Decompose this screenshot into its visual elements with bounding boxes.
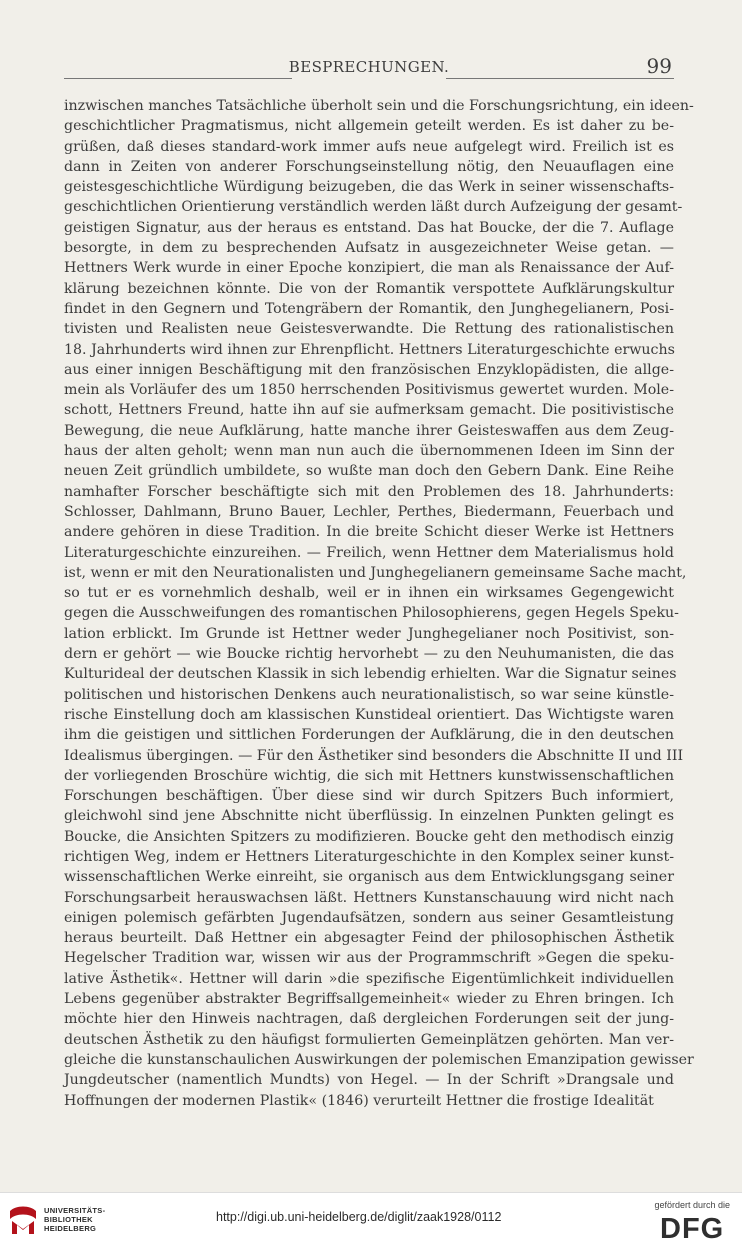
text-line: Kulturideal der deutschen Klassik in sich lebendig erhielten. War die Signatur seines <box>64 666 677 683</box>
library-name-line: UNIVERSITÄTS- <box>44 1206 106 1215</box>
page-header <box>64 54 674 80</box>
text-line: grüßen, daß dieses standard-work immer aufs neue aufgelegt wird. Freilich ist es <box>64 138 674 155</box>
footer-bar <box>0 1192 742 1247</box>
text-line: deutschen Ästhetik zu den häufigst formulierten Gemeinplätzen gehörten. Man ver- <box>64 1031 674 1048</box>
funding-caption: gefördert durch die <box>654 1200 730 1210</box>
text-line: Hegelscher Tradition war, wissen wir aus der Programmschrift »Gegen die speku- <box>64 950 674 967</box>
text-line: aus einer innigen Beschäftigung mit den französischen Enzyklopädisten, die allge- <box>64 361 674 378</box>
text-line: Bewegung, die neue Aufklärung, hatte manche ihrer Geisteswaffen aus dem Zeug- <box>64 422 674 439</box>
running-title: BESPRECHUNGEN. <box>288 58 450 76</box>
text-line: ist, wenn er mit den Neurationalisten und Junghegelianern gemeinsame Sache macht, <box>64 564 687 581</box>
source-url[interactable]: http://digi.ub.uni-heidelberg.de/diglit/zaak1928/0112 <box>216 1210 502 1224</box>
text-line: so tut er es vornehmlich deshalb, weil er in ihnen ein wirksames Gegengewicht <box>64 585 674 602</box>
text-line: Hettners Werk wurde in einer Epoche konzipiert, die man als Renaissance der Auf- <box>64 260 674 277</box>
text-line: neuen Zeit gründlich umbildete, so wußte man doch den Gebern Dank. Eine Reihe <box>64 463 674 480</box>
dfg-logo-icon <box>660 1213 730 1241</box>
text-line: Jungdeutscher (namentlich Mundts) von Hegel. — In der Schrift »Drangsale und <box>64 1072 674 1089</box>
text-line: wissenschaftlichen Werke einreiht, sie organisch aus dem Entwicklungsgang seiner <box>64 869 674 886</box>
text-line: möchte hier den Hinweis nachtragen, daß dergleichen Forderungen seit der jung- <box>64 1011 674 1028</box>
text-line: dann in Zeiten von anderer Forschungseinstellung nötig, den Neuauflagen eine <box>64 158 674 175</box>
page-number: 99 <box>646 54 672 78</box>
text-line: geistesgeschichtliche Würdigung beizugeben, die das Werk in seiner wissenschafts- <box>64 179 674 196</box>
text-line: mein als Vorläufer des um 1850 herrschenden Positivismus gewertet wurden. Mole- <box>64 382 674 399</box>
text-line: Forschungsarbeit herauswachsen läßt. Hettners Kunstanschauung wird nicht nach <box>64 889 674 906</box>
text-line: andere gehören in diese Tradition. In die breite Schicht dieser Werke ist Hettners <box>64 524 674 541</box>
text-line: lation erblickt. Im Grunde ist Hettner weder Junghegelianer noch Positivist, son- <box>64 625 674 642</box>
text-line: geschichtlichen Orientierung verständlich werden läßt durch Aufzeigung der gesamt- <box>64 199 683 216</box>
text-line: Schlosser, Dahlmann, Bruno Bauer, Lechler, Perthes, Biedermann, Feuerbach und <box>64 503 674 520</box>
text-line: tivisten und Realisten neue Geistesverwandte. Die Rettung des rationalistischen <box>64 321 674 338</box>
text-line: Forschungen beschäftigen. Über diese sind wir durch Spitzers Buch informiert, <box>64 788 674 805</box>
text-line: gleiche die kunstanschaulichen Auswirkungen der polemischen Emanzipation gewisser <box>64 1051 694 1068</box>
text-line: geschichtlicher Pragmatismus, nicht allgemein geteilt werden. Es ist daher zu be- <box>64 118 674 135</box>
text-line: Hoffnungen der modernen Plastik« (1846) verurteilt Hettner die frostige Idealität <box>64 1092 654 1109</box>
dfg-logo-text: DFG <box>660 1213 725 1241</box>
library-name-line: BIBLIOTHEK <box>44 1215 93 1224</box>
text-line: der vorliegenden Broschüre wichtig, die sich mit Hettners kunstwissenschaftlichen <box>64 767 674 784</box>
university-library-logo-icon <box>6 1203 40 1237</box>
text-line: politischen und historischen Denkens auch neurationalistisch, so war seine künstle- <box>64 686 674 703</box>
text-line: schott, Hettners Freund, hatte ihn auf sie aufmerksam gemacht. Die positivistische <box>64 402 674 419</box>
text-line: gleichwohl sind jene Abschnitte nicht überflüssig. In einzelnen Punkten gelingt es <box>64 808 674 825</box>
text-line: Literaturgeschichte einzureihen. — Freilich, wenn Hettner dem Materialismus hold <box>64 544 674 561</box>
text-line: 18. Jahrhunderts wird ihnen zur Ehrenpflicht. Hettners Literaturgeschichte erwuchs <box>64 341 675 358</box>
text-line: inzwischen manches Tatsächliche überholt sein und die Forschungsrichtung, ein ideen- <box>64 98 694 114</box>
body-text <box>64 96 694 1111</box>
text-line: richtigen Weg, indem er Hettners Literaturgeschichte in den Komplex seiner kunst- <box>64 848 674 865</box>
text-line: heraus beurteilt. Daß Hettner ein abgesagter Feind der philosophischen Ästhetik <box>64 930 674 947</box>
text-line: haus der alten geholt; wenn man nun auch die übernommenen Ideen im Sinn der <box>64 443 674 460</box>
text-line: einigen polemisch gefärbten Jugendaufsätzen, sondern aus seiner Gesamtleistung <box>64 909 674 926</box>
text-line: klärung bezeichnen könnte. Die von der Romantik verspottete Aufklärungskultur <box>64 280 674 297</box>
text-line: Boucke, die Ansichten Spitzers zu modifizieren. Boucke geht den methodisch einzig <box>64 828 674 845</box>
library-name <box>44 1206 105 1233</box>
text-line: Idealismus übergingen. — Für den Ästhetiker sind besonders die Abschnitte II und III <box>64 747 684 764</box>
text-line: findet in den Gegnern und Totengräbern der Romantik, den Junghegelianern, Posi- <box>64 300 674 317</box>
text-line: ihm die geistigen und sittlichen Forderungen der Aufklärung, die in den deutschen <box>64 727 674 744</box>
header-rule-right <box>446 78 674 79</box>
text-line: lative Ästhetik«. Hettner will darin »die spezifische Eigentümlichkeit individuellen <box>64 970 674 987</box>
text-line: gegen die Ausschweifungen des romantischen Philosophierens, gegen Hegels Speku- <box>64 605 679 622</box>
text-line: rische Einstellung doch am klassischen Kunstideal orientiert. Das Wichtigste waren <box>64 706 674 723</box>
header-rule-left <box>64 78 292 79</box>
text-line: dern er gehört — wie Boucke richtig hervorhebt — zu den Neuhumanisten, die das <box>64 646 674 663</box>
text-line: Lebens gegenüber abstrakter Begriffsallgemeinheit« wieder zu Ehren bringen. Ich <box>64 991 674 1008</box>
text-line: namhafter Forscher beschäftigte sich mit den Problemen des 18. Jahrhunderts: <box>64 483 674 500</box>
text-line: besorgte, in dem zu besprechenden Aufsatz in ausgezeichneter Weise getan. — <box>64 240 674 257</box>
library-name-line: HEIDELBERG <box>44 1224 97 1233</box>
text-line: geistigen Signatur, aus der heraus es entstand. Das hat Boucke, der die 7. Auflage <box>64 219 674 236</box>
